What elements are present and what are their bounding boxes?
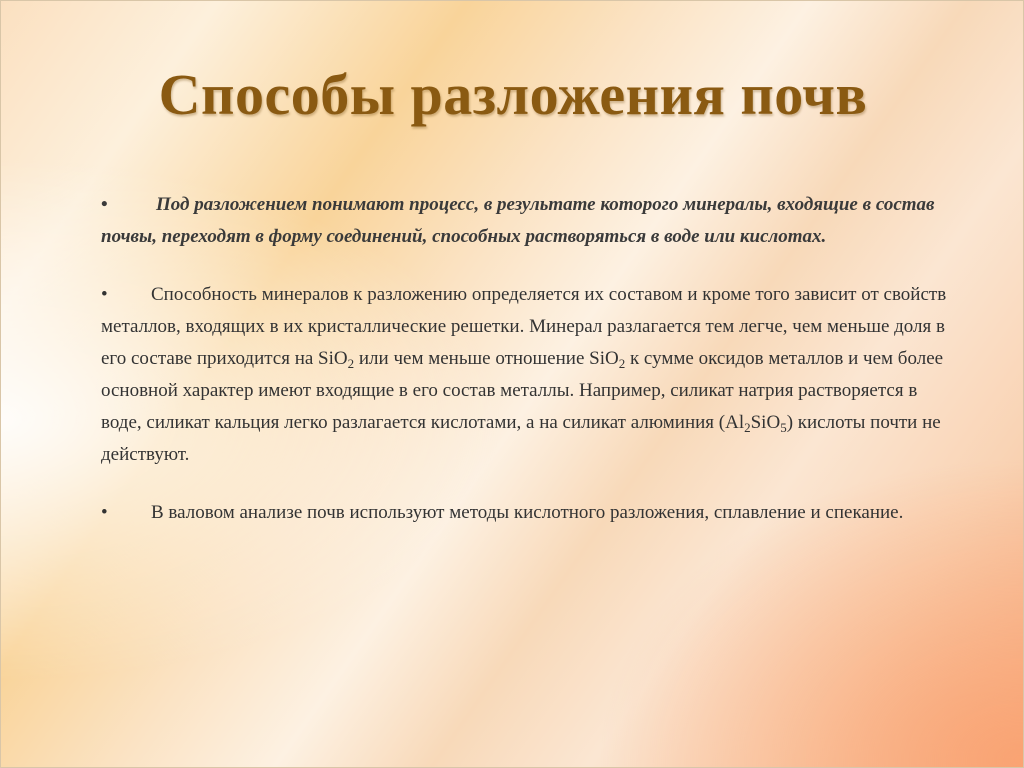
bullet-marker: • xyxy=(101,194,108,215)
subscript-sio5: 5 xyxy=(780,420,787,435)
definition-text: Под разложением понимают процесс, в результате которого минералы, входящие в состав почвы, переходят в форму соединений, способных растворяться в воде или кислотах. xyxy=(101,194,935,247)
methods-text: В валовом анализе почв используют методы кислотного разложения, сплавление и спекание. xyxy=(151,502,904,523)
slide-content xyxy=(101,189,951,555)
bullet-paragraph-minerals xyxy=(101,279,951,471)
bullet-marker: • xyxy=(101,284,108,305)
bullet-marker: • xyxy=(101,502,108,523)
minerals-text-5: ) кислоты почти не действуют. xyxy=(101,412,941,465)
subscript-al2: 2 xyxy=(744,420,751,435)
subscript-sio2-b: 2 xyxy=(618,356,626,371)
minerals-text-2: или чем меньше отношение SiO xyxy=(354,348,619,369)
bullet-paragraph-methods xyxy=(101,497,951,529)
slide-title: Способы разложения почв xyxy=(158,62,868,127)
minerals-text-4: SiO xyxy=(750,412,781,433)
minerals-text-1: Способность минералов к разложению определяется их составом и кроме того зависит от свойств металлов, входящих в их кристаллические решетки. Минерал разлагается тем легче, чем меньше доля в его составе приходится на SiO xyxy=(101,284,947,369)
subscript-sio2-a: 2 xyxy=(347,356,355,371)
bullet-paragraph-definition xyxy=(101,189,951,253)
minerals-text-3: к сумме оксидов металлов и чем более основной характер имеют входящие в его состав металлы. Например, силикат натрия растворяется в воде, силикат кальция легко разлагается кислотами, а на силикат алюминия (Al xyxy=(101,348,944,433)
